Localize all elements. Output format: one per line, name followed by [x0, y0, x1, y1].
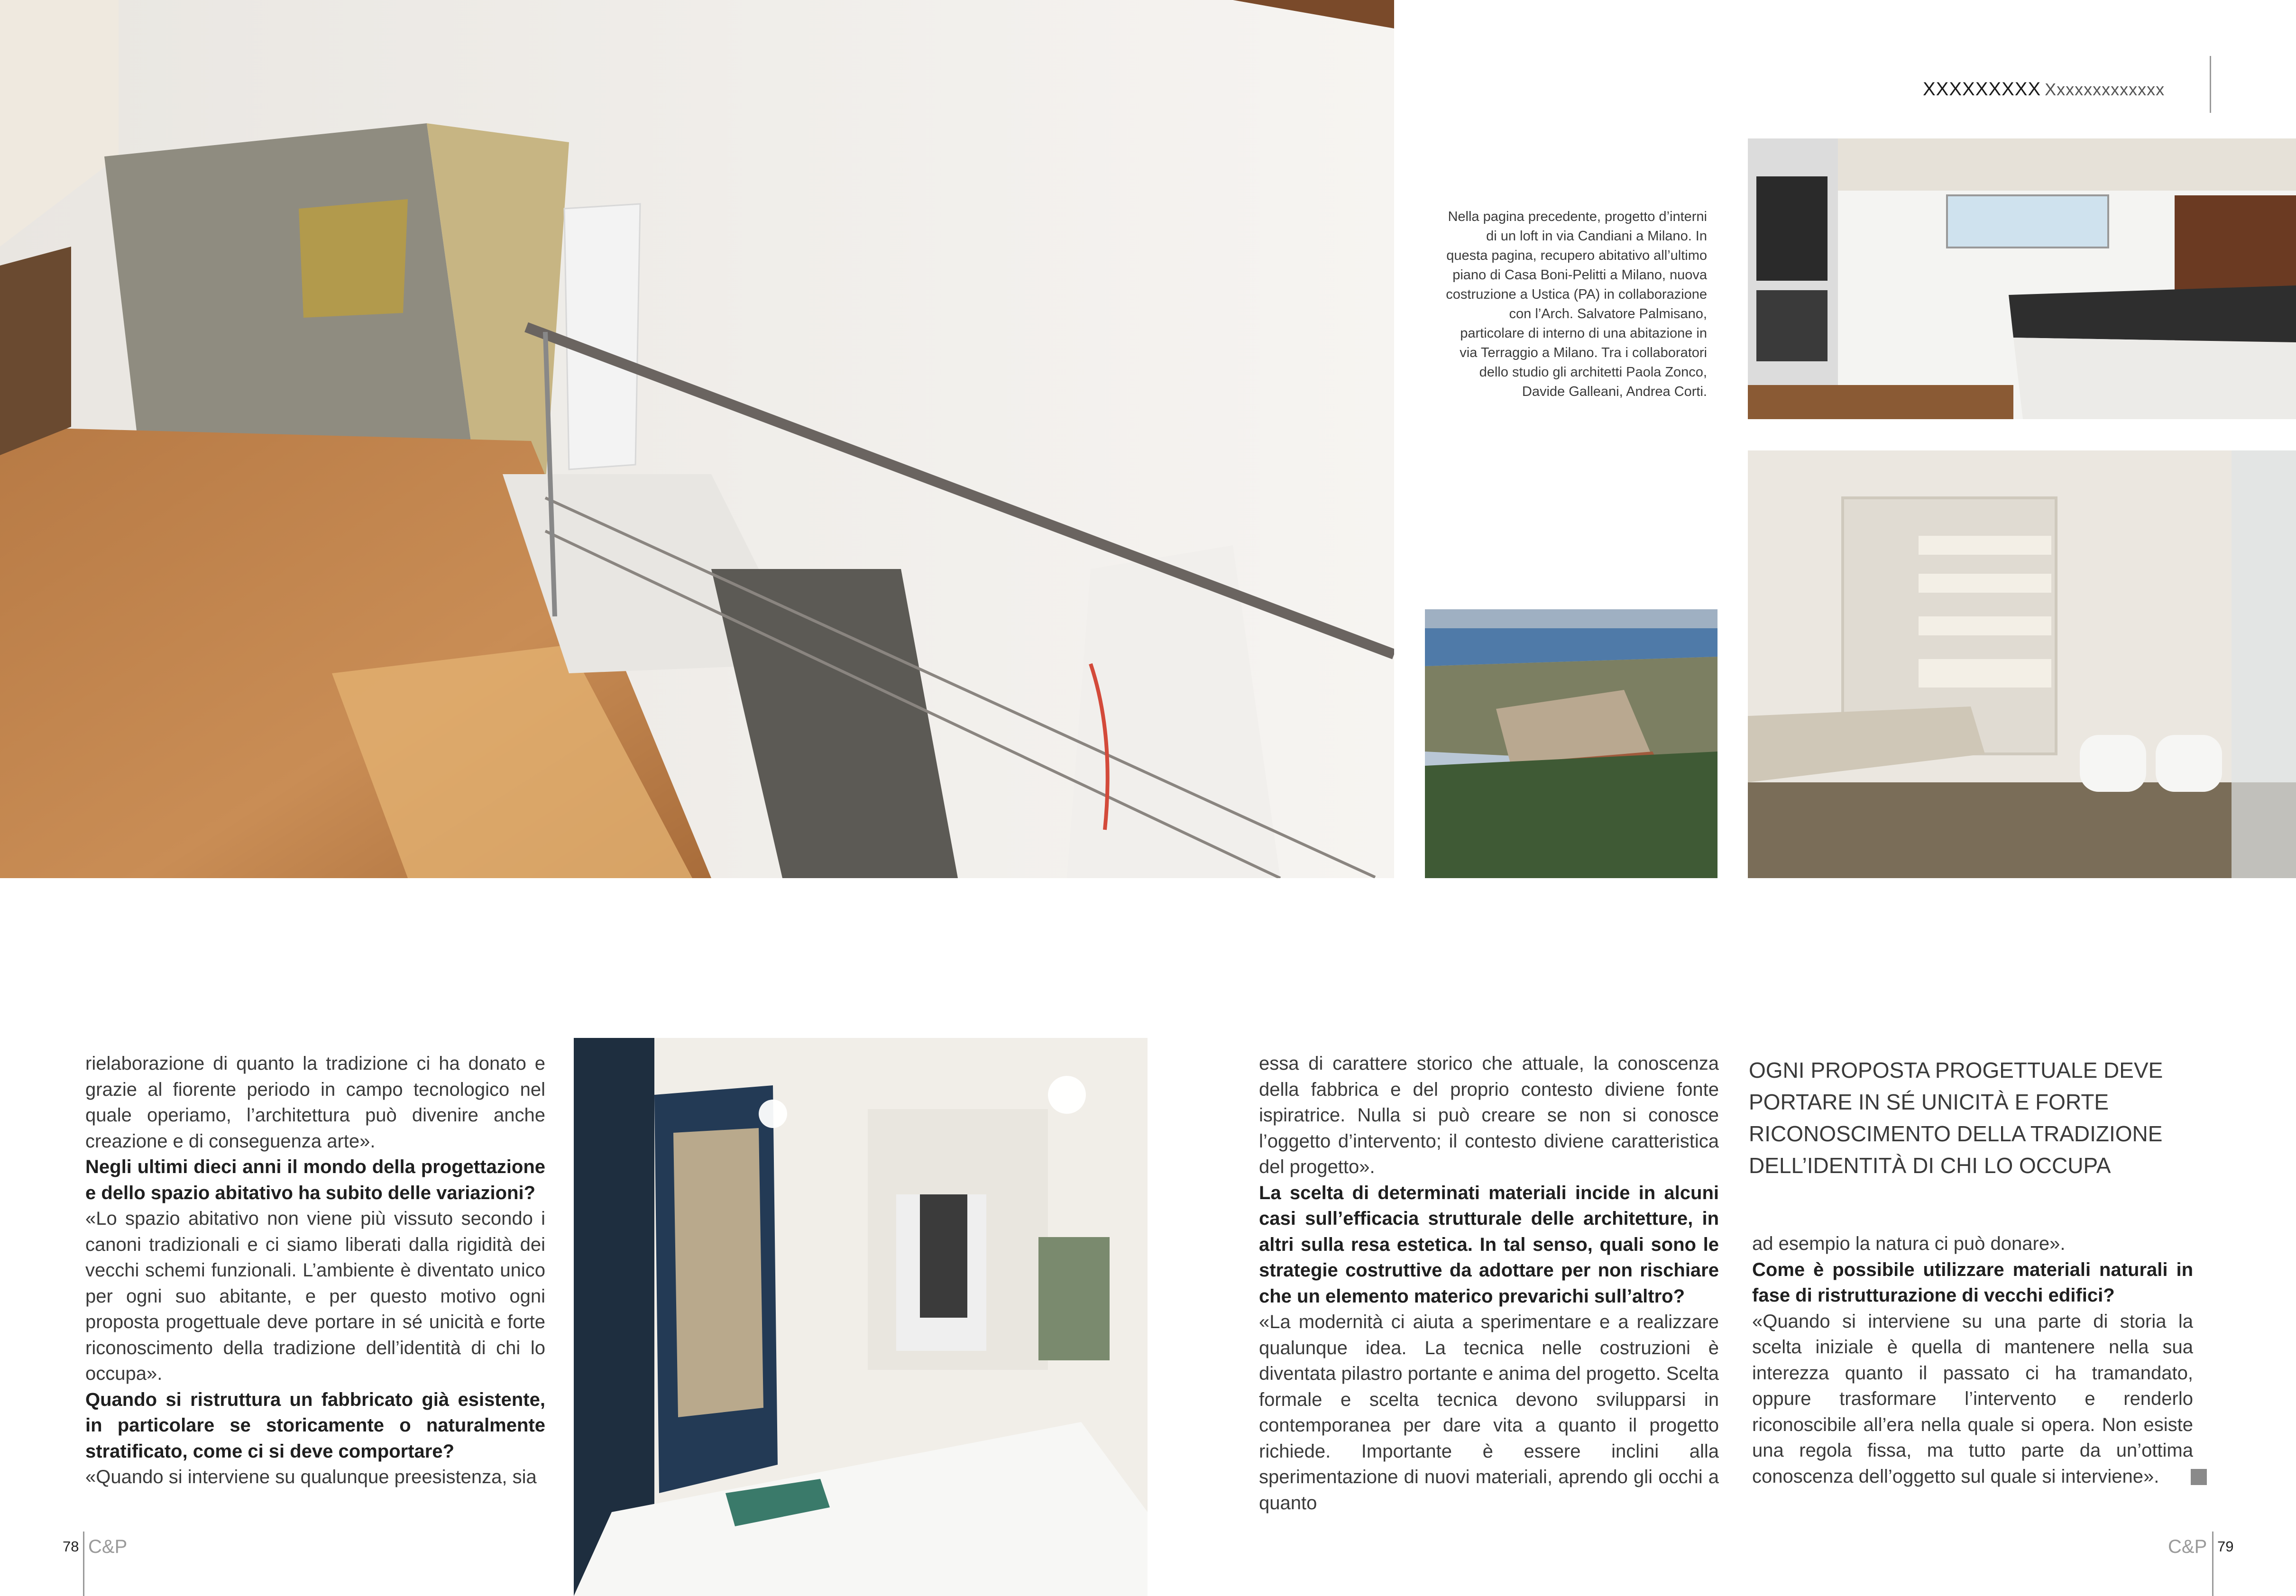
column-3-paragraph-2: «Quando si interviene su una parte di storia la scelta iniziale è quella di mantenere nella sua interezza quanto il passato ci ha tramandato, oppure trasformare l’intervento e renderlo riconoscibile all’era nella quale si opera. Non esiste una regola fissa, ma tutto parte da un’ottima conoscenza dell’oggetto sul quale si interviene».	[1752, 1311, 2193, 1487]
question-4: Come è possibile utilizzare materiali naturali in fase di ristrutturazione di vecchi edifici?	[1752, 1259, 2193, 1306]
magazine-brand-right: C&P	[2168, 1536, 2207, 1557]
column-1-paragraph-3: «Quando si interviene su qualunque preesistenza, sia	[85, 1467, 537, 1487]
text-column-3	[1752, 1231, 2193, 1489]
page-number-right: 79	[2217, 1538, 2234, 1555]
photo-caption: Nella pagina precedente, progetto d’interni di un loft in via Candiani a Milano. In questa pagina, recupero abitativo all’ultimo piano di Casa Boni-Pelitti a Milano, nuova costruzione a Ustica (PA) in collaborazione con l’Arch. Salvatore Palmisano, particolare di interno di una abitazione in via Terraggio a Milano. Tra i collaboratori dello studio gli architetti Paola Zonco, Davide Galleani, Andrea Corti.	[1446, 209, 1707, 399]
column-2-paragraph-2: «La modernità ci aiuta a sperimentare e a realizzare qualunque idea. La tecnica nelle costruzioni è diventata pilastro portante e anima del progetto. Scelta formale e scelta tecnica devono svilupparsi in contemporanea per dare vita a quanto il progetto richiede. Importante è essere inclini alla sperimentazione di nuovi materiali, aprendo gli occhi a quanto	[1259, 1312, 1719, 1513]
photo-meeting-room	[574, 1038, 1148, 1596]
magazine-brand-left: C&P	[88, 1536, 128, 1557]
column-1-paragraph-1: rielaborazione di quanto la tradizione ci ha donato e grazie al fiorente periodo in campo tecnologico nel quale operiamo, l’architettura può divenire anche creazione e di conseguenza arte».	[85, 1053, 545, 1152]
question-1: Negli ultimi dieci anni il mondo della progettazione e dello spazio abitativo ha subito delle variazioni?	[85, 1156, 545, 1203]
section-title-main: XXXXXXXXX	[1923, 79, 2041, 100]
text-column-1	[85, 1051, 545, 1490]
question-3: La scelta di determinati materiali incide in alcuni casi sull’efficacia strutturale delle architetture, in altri sulla resa estetica. In tal senso, quali sono le strategie costruttive da adottare per non rischiare che un elemento materico prevarichi sull’altro?	[1259, 1182, 1719, 1307]
footer-rule-left	[83, 1532, 84, 1596]
text-column-2	[1259, 1051, 1719, 1516]
column-1-paragraph-2: «Lo spazio abitativo non viene più vissuto secondo i canoni tradizionali e ci siamo liberati dalla rigidità dei vecchi schemi funzionali. L’ambiente è diventato unico per ogni suo abitante, e per questo motivo ogni proposta progettuale deve portare in sé unicità e forte riconoscimento della tradizione dell’identità di chi lo occupa».	[85, 1208, 545, 1384]
section-title	[1923, 79, 2165, 100]
end-mark	[2191, 1469, 2207, 1485]
section-title-sub: Xxxxxxxxxxxxx	[2045, 80, 2165, 99]
footer-rule-right	[2212, 1532, 2213, 1596]
photo-ustica-house	[1425, 609, 1717, 878]
question-2: Quando si ristruttura un fabbricato già esistente, in particolare se storicamente o naturalmente stratificato, come ci si deve comportare?	[85, 1389, 545, 1462]
photo-loft-staircase	[0, 0, 1394, 878]
column-3-paragraph-1: ad esempio la natura ci può donare».	[1752, 1233, 2066, 1254]
page-number-left: 78	[63, 1538, 79, 1555]
column-2-paragraph-1: essa di carattere storico che attuale, la conoscenza della fabbrica e del proprio contesto diviene fonte ispiratrice. Nulla si può creare se non si conosce l’oggetto d’intervento; il contesto diviene caratteristica del progetto».	[1259, 1053, 1719, 1177]
header-rule	[2210, 56, 2211, 113]
pull-quote: OGNI PROPOSTA PROGETTUALE DEVE PORTARE IN SÉ UNICITÀ E FORTE RICONOSCIMENTO DELLA TRADIZIONE DELL’IDENTITÀ DI CHI LO OCCUPA	[1749, 1058, 2163, 1178]
photo-kitchen	[1748, 138, 2296, 419]
photo-bathroom	[1748, 450, 2296, 878]
